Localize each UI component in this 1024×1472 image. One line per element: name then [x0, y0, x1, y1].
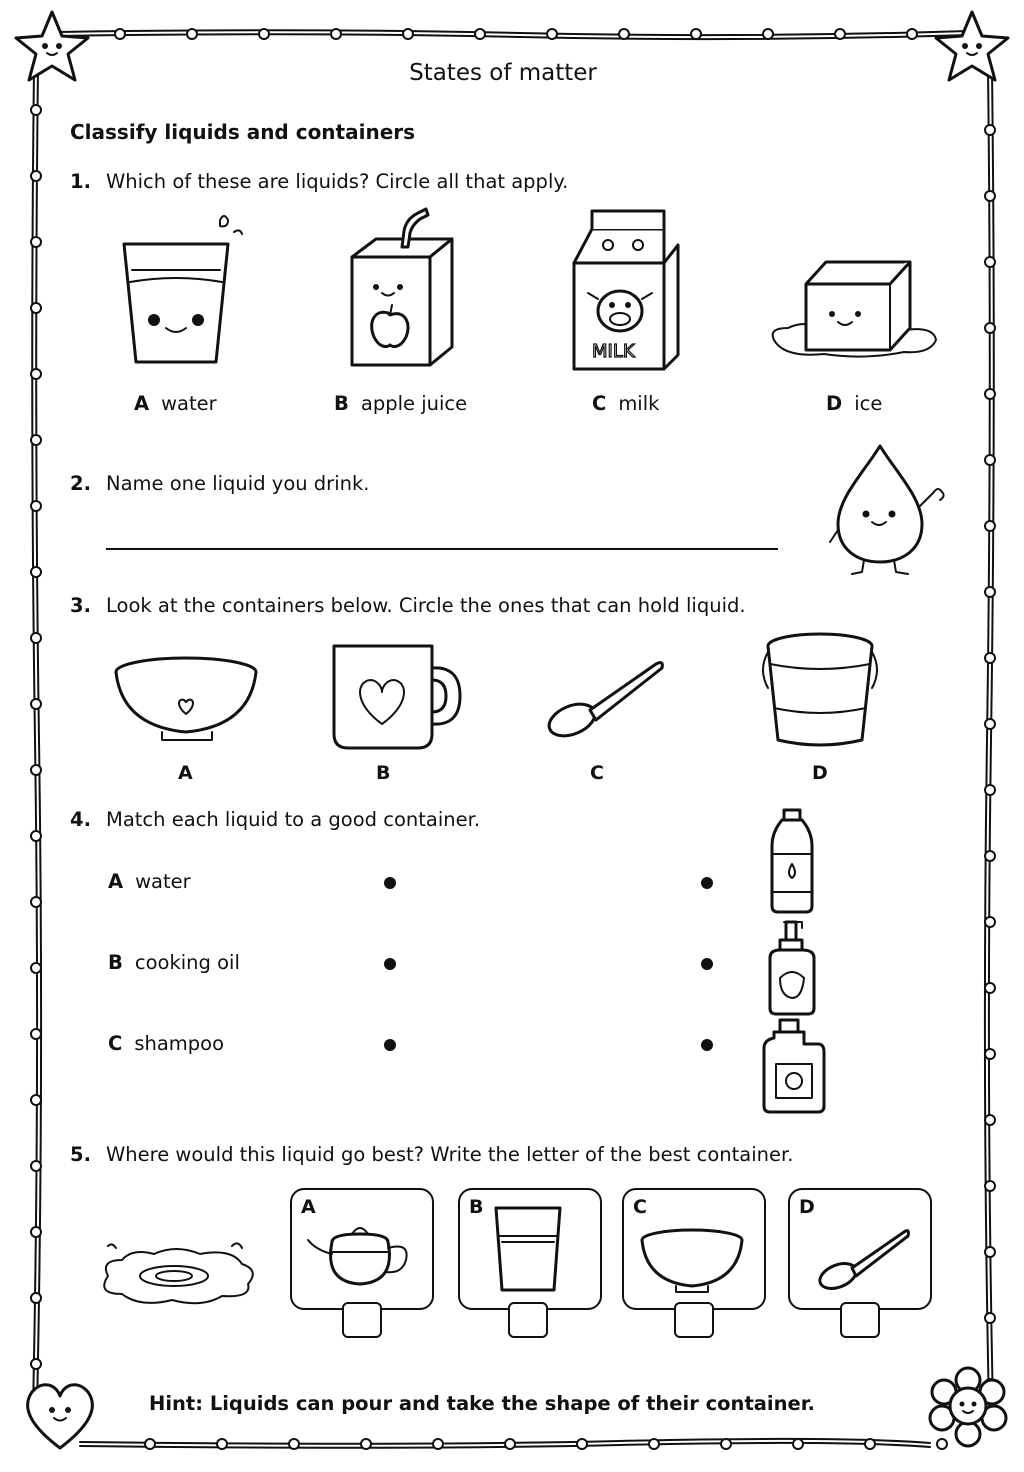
answer-box-c[interactable] [674, 1302, 714, 1338]
border-knot [115, 29, 125, 39]
border-knot [31, 1293, 41, 1303]
match-dot-left-b[interactable] [384, 958, 396, 970]
border-knot [31, 831, 41, 841]
border-knot [649, 1439, 659, 1449]
option-b-label: B apple juice [334, 392, 468, 415]
spoon-small-icon [816, 1226, 916, 1296]
border-knot [31, 105, 41, 115]
question-3-number: 3. [70, 594, 91, 617]
match-liquid-b: B cooking oil [108, 951, 240, 974]
question-5-number: 5. [70, 1143, 91, 1166]
question-2-number: 2. [70, 472, 91, 495]
border-knot [331, 29, 341, 39]
page-title: States of matter [409, 60, 597, 86]
border-knot [985, 1313, 995, 1323]
border-knot [907, 29, 917, 39]
border-knot [985, 455, 995, 465]
milk-carton-icon[interactable] [568, 205, 688, 375]
container-a-letter: A [178, 762, 193, 784]
question-4-text: Match each liquid to a good container. [106, 808, 481, 831]
hint-text: Hint: Liquids can pour and take the shape of their container. [149, 1392, 815, 1415]
border-knot [985, 917, 995, 927]
choice-card-a[interactable] [290, 1188, 434, 1310]
match-dot-left-a[interactable] [384, 877, 396, 889]
answer-box-d[interactable] [840, 1302, 880, 1338]
border-knot [31, 633, 41, 643]
border-knot [985, 257, 995, 267]
border-knot [31, 1359, 41, 1369]
answer-line[interactable] [106, 526, 778, 550]
choice-a-letter: A [301, 1196, 316, 1218]
option-a-label: A water [134, 392, 217, 415]
question-1-text: Which of these are liquids? Circle all that apply. [106, 170, 569, 193]
pump-bottle-icon [762, 918, 822, 1018]
option-d-label: D ice [826, 392, 883, 415]
question-5-text: Where would this liquid go best? Write the letter of the best container. [106, 1143, 794, 1166]
bowl-small-icon [638, 1228, 748, 1298]
border-knot [985, 191, 995, 201]
border-knot [721, 1439, 731, 1449]
match-dot-right-1[interactable] [701, 877, 713, 889]
border-knot [763, 29, 773, 39]
milk-label: MILK [592, 341, 635, 362]
border-knot [835, 29, 845, 39]
border-knot [187, 29, 197, 39]
question-2-text: Name one liquid you drink. [106, 472, 370, 495]
border-knot [985, 125, 995, 135]
border-knot [31, 1095, 41, 1105]
border-knot [985, 1247, 995, 1257]
water-bottle-icon [762, 806, 822, 916]
border-knot [475, 29, 485, 39]
border-knot [985, 323, 995, 333]
choice-c-letter: C [633, 1196, 647, 1218]
border-knot [31, 897, 41, 907]
match-liquid-c: C shampoo [108, 1032, 225, 1055]
border-knot [985, 389, 995, 399]
border-knot [985, 719, 995, 729]
option-c-label: C milk [592, 392, 660, 415]
border-knot [31, 1029, 41, 1039]
glass-icon [492, 1204, 572, 1294]
container-c-letter: C [590, 762, 604, 784]
border-knot [145, 1439, 155, 1449]
match-dot-left-c[interactable] [384, 1039, 396, 1051]
border-knot [985, 1181, 995, 1191]
section-heading: Classify liquids and containers [70, 120, 416, 144]
border-knot [505, 1439, 515, 1449]
border-knot [985, 1049, 995, 1059]
match-dot-right-3[interactable] [701, 1039, 713, 1051]
water-drop-mascot-icon [824, 442, 954, 582]
mug-icon[interactable] [328, 638, 468, 758]
border-knot [985, 1115, 995, 1125]
border-knot [217, 1439, 227, 1449]
border-knot [31, 369, 41, 379]
container-b-letter: B [376, 762, 391, 784]
question-3-text: Look at the containers below. Circle the ones that can hold liquid. [106, 594, 746, 617]
glass-of-water-icon[interactable] [112, 210, 252, 370]
border-knot [31, 567, 41, 577]
border-knot [31, 501, 41, 511]
border-knot [31, 435, 41, 445]
border-knot [547, 29, 557, 39]
border-knot [361, 1439, 371, 1449]
teapot-icon [306, 1212, 416, 1292]
jug-icon [758, 1016, 828, 1116]
border-knot [985, 587, 995, 597]
border-knot [31, 765, 41, 775]
border-knot [985, 521, 995, 531]
border-knot [985, 785, 995, 795]
answer-box-b[interactable] [508, 1302, 548, 1338]
border-knot [259, 29, 269, 39]
ice-cube-icon[interactable] [764, 248, 944, 388]
border-knot [31, 303, 41, 313]
border-knot [985, 851, 995, 861]
juice-box-icon[interactable] [344, 205, 464, 375]
question-1-number: 1. [70, 170, 91, 193]
answer-box-a[interactable] [342, 1302, 382, 1338]
border-knot [31, 1161, 41, 1171]
question-4-number: 4. [70, 808, 91, 831]
border-knot [691, 29, 701, 39]
choice-card-d[interactable] [788, 1188, 932, 1310]
choice-card-c[interactable] [622, 1188, 766, 1310]
choice-d-letter: D [799, 1196, 815, 1218]
match-dot-right-2[interactable] [701, 958, 713, 970]
border-knot [31, 237, 41, 247]
spoon-icon[interactable] [544, 656, 674, 746]
border-knot [403, 29, 413, 39]
choice-b-letter: B [469, 1196, 484, 1218]
border-knot [985, 983, 995, 993]
border-knot [433, 1439, 443, 1449]
bucket-icon[interactable] [762, 630, 882, 750]
bowl-icon[interactable] [114, 654, 264, 744]
border-knot [31, 171, 41, 181]
border-knot [793, 1439, 803, 1449]
choice-card-b[interactable] [458, 1188, 602, 1310]
border-knot [31, 963, 41, 973]
container-d-letter: D [812, 762, 828, 784]
border-knot [31, 1227, 41, 1237]
border-knot [289, 1439, 299, 1449]
puddle-icon [92, 1236, 262, 1316]
border-knot [619, 29, 629, 39]
match-liquid-a: A water [108, 870, 191, 893]
border-knot [31, 699, 41, 709]
border-knot [865, 1439, 875, 1449]
border-knot [577, 1439, 587, 1449]
border-knot [985, 653, 995, 663]
